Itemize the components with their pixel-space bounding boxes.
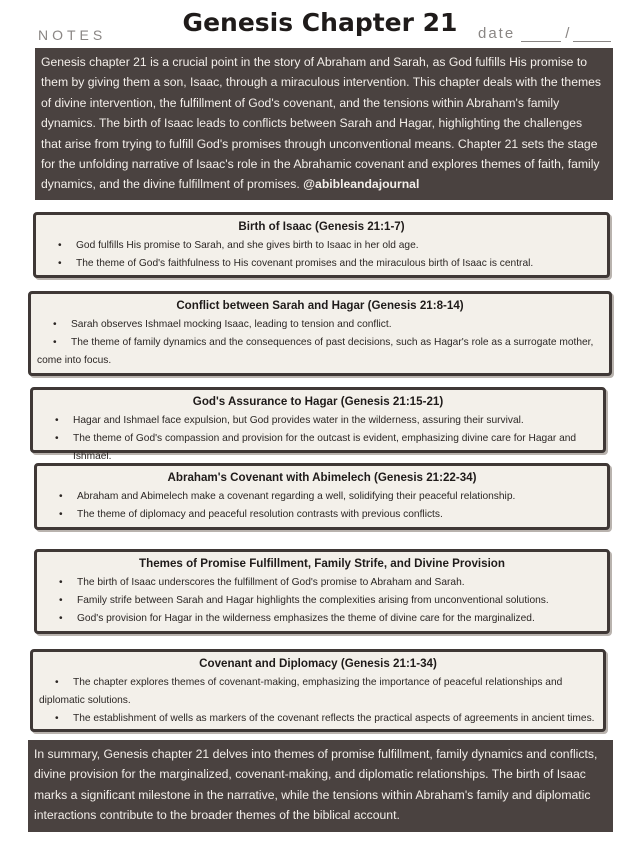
date-label: date [478,25,516,42]
list-item [39,430,597,466]
intro-box [35,48,613,200]
section-heading: Themes of Promise Fulfillment, Family Strife, and Divine Provision [139,557,505,570]
bullet-list [42,237,601,273]
point-text: God's provision for Hagar in the wilderness emphasizes the theme of divine care for the marginalized. [77,613,535,624]
bullet-list [39,674,597,728]
point-text: The birth of Isaac underscores the fulfillment of God's promise to Abraham and Sarah. [77,577,465,588]
bullet-marker: • [59,509,63,520]
point-text: The establishment of wells as markers of the covenant reflects the practical aspects of agreements in ancient times. [73,713,595,724]
bullet-marker: • [55,415,59,426]
bullet-marker: • [53,319,57,330]
bullet-marker: • [58,240,62,251]
intro-text: Genesis chapter 21 is a crucial point in the story of Abraham and Sarah, as God fulfills His promise to them by giving them a son, Isaac, through a miraculous intervention. This chapter deals with the themes of divine intervention, the fulfillment of God's covenant, and the tensions within Abraham's family dynamics. The birth of Isaac leads to conflicts between Sarah and Hagar, highlighting the challenges that arise from trying to fulfill God's promises through unconventional means. Chapter 21 sets the stage for the unfolding narrative of Isaac's role in the Abrahamic covenant and explores themes of faith, family dynamics, and the divine fulfillment of promises. [41,55,602,192]
list-item [42,237,601,255]
date-blank-month [521,28,561,42]
point-text: The theme of God's faithfulness to His covenant promises and the miraculous birth of Isaac is central. [76,258,534,269]
bullet-marker: • [59,613,63,624]
point-text: The theme of diplomacy and peaceful resolution contrasts with previous conflicts. [77,509,443,520]
point-text: The chapter explores themes of covenant-making, emphasizing the importance of peaceful relationships and diplomatic solutions. [39,677,563,706]
bullet-list [43,488,601,524]
page-title: Genesis Chapter 21 [182,8,458,37]
bullet-marker: • [59,577,63,588]
list-item [39,412,597,430]
bullet-list [37,316,603,370]
bullet-marker: • [59,491,63,502]
bullet-marker: • [53,337,57,348]
bullet-marker: • [55,713,59,724]
list-item [39,710,597,728]
bullet-marker: • [55,677,59,688]
summary-box [28,740,613,832]
date-separator: / [565,25,570,42]
point-text: Hagar and Ishmael face expulsion, but God provides water in the wilderness, assuring their survival. [73,415,524,426]
list-item [39,674,597,710]
list-item [43,574,601,592]
point-text: The theme of God's compassion and provision for the outcast is evident, emphasizing divine care for Hagar and Ishmael. [73,433,577,462]
section-covenant-diplomacy [30,649,606,732]
section-gods-assurance-hagar [30,387,606,462]
point-text: The theme of family dynamics and the consequences of past decisions, such as Hagar's role as a surrogate mother, come into focus. [37,337,594,366]
list-item [43,506,601,524]
section-heading: Birth of Isaac (Genesis 21:1-7) [238,220,405,233]
list-item [42,255,601,273]
author-handle: @abibleandajournal [303,177,420,192]
bullet-list [43,574,601,628]
section-heading: God's Assurance to Hagar (Genesis 21:15-21) [192,395,444,408]
section-conflict-sarah-hagar [28,291,612,376]
section-themes-promise-strife-provision [34,549,610,634]
list-item [43,610,601,628]
summary-text: In summary, Genesis chapter 21 delves into themes of promise fulfillment, family dynamics and conflicts, divine provision for the marginalized, covenant-making, and diplomatic relationships. The birth of Isaac marks a significant milestone in the narrative, while the tensions within Abraham's family and diplomatic interactions contribute to the broader themes of the biblical account. [34,747,598,823]
bullet-marker: • [58,258,62,269]
section-heading: Conflict between Sarah and Hagar (Genesis 21:8-14) [176,299,464,312]
section-covenant-abimelech [34,463,610,530]
notes-label: NOTES [38,27,107,43]
date-blank-day [573,28,611,42]
point-text: Abraham and Abimelech make a covenant regarding a well, solidifying their peaceful relationship. [77,491,516,502]
list-item [43,592,601,610]
point-text: God fulfills His promise to Sarah, and she gives birth to Isaac in her old age. [76,240,419,251]
bullet-marker: • [55,433,59,444]
bullet-marker: • [59,595,63,606]
section-heading: Abraham's Covenant with Abimelech (Genesis 21:22-34) [167,471,477,484]
point-text: Family strife between Sarah and Hagar highlights the complexities arising from unconventional solutions. [77,595,549,606]
list-item [37,334,603,370]
section-birth-of-isaac [33,212,610,278]
date-field [478,25,611,42]
bullet-list [39,412,597,466]
section-heading: Covenant and Diplomacy (Genesis 21:1-34) [199,657,437,670]
point-text: Sarah observes Ishmael mocking Isaac, leading to tension and conflict. [71,319,392,330]
list-item [43,488,601,506]
list-item [37,316,603,334]
